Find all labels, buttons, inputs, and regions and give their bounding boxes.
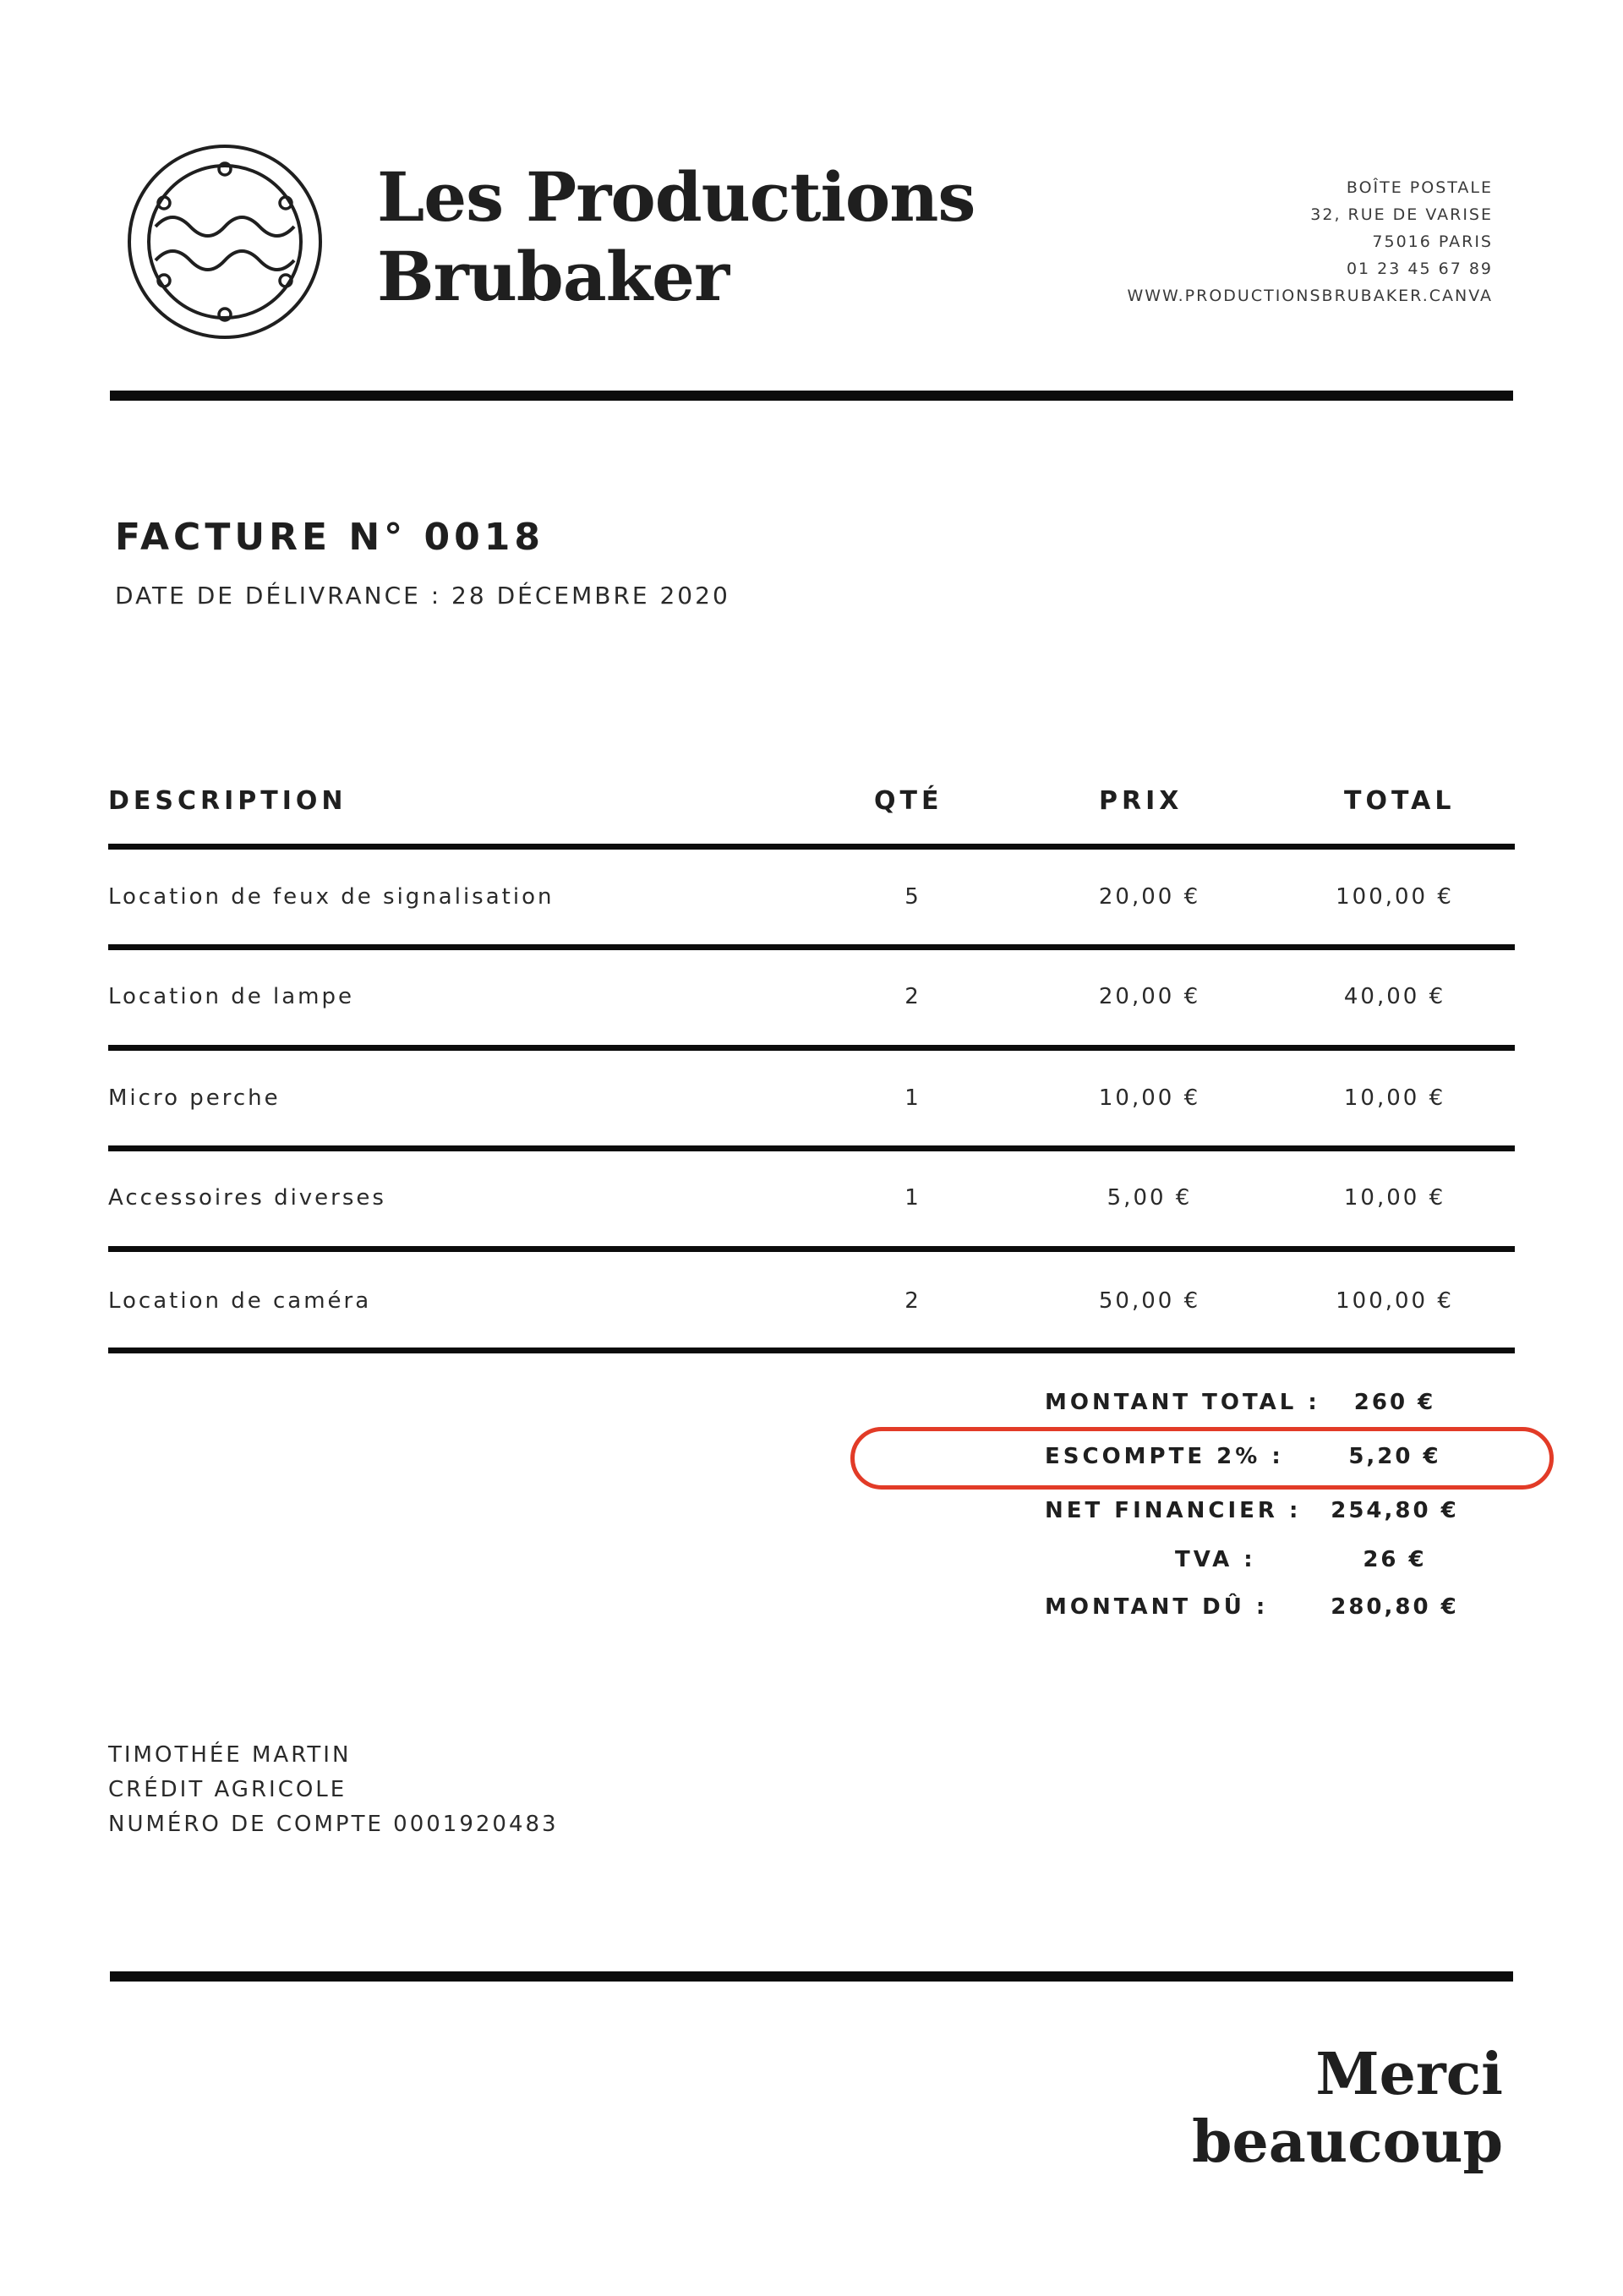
footer-divider: [110, 1971, 1513, 1982]
net-financial-label: NET FINANCIER :: [1045, 1498, 1302, 1523]
porthole-waves-icon: [125, 142, 325, 342]
row-divider: [108, 1045, 1515, 1051]
row-2-price: 20,00 €: [1098, 984, 1201, 1009]
row-2-total: 40,00 €: [1343, 984, 1446, 1009]
address-website: WWW.PRODUCTIONSBRUBAKER.CANVA: [1127, 287, 1493, 305]
column-header-total: TOTAL: [1344, 786, 1456, 816]
address-line-3: 75016 PARIS: [1372, 232, 1493, 251]
table-header-divider: [108, 844, 1515, 850]
address-line-1: BOÎTE POSTALE: [1346, 178, 1493, 197]
row-4-qty: 1: [904, 1185, 921, 1211]
row-5-price: 50,00 €: [1098, 1288, 1201, 1314]
account-number: NUMÉRO DE COMPTE 0001920483: [108, 1812, 559, 1837]
total-amount-label: MONTANT TOTAL :: [1045, 1390, 1320, 1415]
row-3-qty: 1: [904, 1085, 921, 1111]
thank-you-line2: beaucoup: [1191, 2108, 1503, 2176]
row-3-price: 10,00 €: [1098, 1085, 1201, 1111]
row-2-description: Location de lampe: [108, 984, 354, 1009]
row-4-description: Accessoires diverses: [108, 1185, 386, 1211]
row-divider: [108, 1246, 1515, 1252]
thank-you-message: [1192, 2041, 1503, 2176]
tva-label: TVA :: [1175, 1547, 1256, 1572]
amount-due-label: MONTANT DÛ :: [1045, 1594, 1269, 1620]
address-line-2: 32, RUE DE VARISE: [1310, 205, 1493, 224]
discount-value: 5,20 €: [1348, 1444, 1441, 1469]
row-divider: [108, 1145, 1515, 1151]
column-header-price: PRIX: [1099, 786, 1183, 816]
row-5-description: Location de caméra: [108, 1288, 372, 1314]
table-bottom-divider: [108, 1348, 1515, 1353]
row-1-price: 20,00 €: [1098, 884, 1201, 910]
row-3-total: 10,00 €: [1343, 1085, 1446, 1111]
total-amount-value: 260 €: [1353, 1390, 1436, 1415]
header-divider: [110, 391, 1513, 401]
company-name-line1: Les Productions: [377, 157, 975, 237]
bank-name: CRÉDIT AGRICOLE: [108, 1777, 347, 1802]
invoice-date: DATE DE DÉLIVRANCE : 28 DÉCEMBRE 2020: [115, 582, 730, 610]
company-name-line2: Brubaker: [377, 237, 730, 316]
row-4-price: 5,00 €: [1107, 1185, 1193, 1211]
invoice-title: FACTURE N° 0018: [115, 516, 544, 559]
address-phone: 01 23 45 67 89: [1346, 260, 1493, 278]
tva-value: 26 €: [1363, 1547, 1427, 1572]
row-1-description: Location de feux de signalisation: [108, 884, 555, 910]
account-holder: TIMOTHÉE MARTIN: [108, 1742, 352, 1768]
row-5-total: 100,00 €: [1336, 1288, 1454, 1314]
row-1-qty: 5: [904, 884, 921, 910]
amount-due-value: 280,80 €: [1331, 1594, 1459, 1620]
discount-label: ESCOMPTE 2% :: [1045, 1444, 1284, 1469]
thank-you-line1: Merci: [1315, 2041, 1503, 2108]
row-3-description: Micro perche: [108, 1085, 281, 1111]
row-2-qty: 2: [904, 984, 921, 1009]
column-header-qty: QTÉ: [874, 786, 943, 816]
row-1-total: 100,00 €: [1336, 884, 1454, 910]
company-address: [1127, 174, 1493, 309]
company-name: [377, 157, 975, 316]
net-financial-value: 254,80 €: [1331, 1498, 1459, 1523]
row-4-total: 10,00 €: [1343, 1185, 1446, 1211]
column-header-description: DESCRIPTION: [108, 786, 347, 816]
bank-details: [108, 1738, 559, 1842]
row-5-qty: 2: [904, 1288, 921, 1314]
row-divider: [108, 944, 1515, 950]
